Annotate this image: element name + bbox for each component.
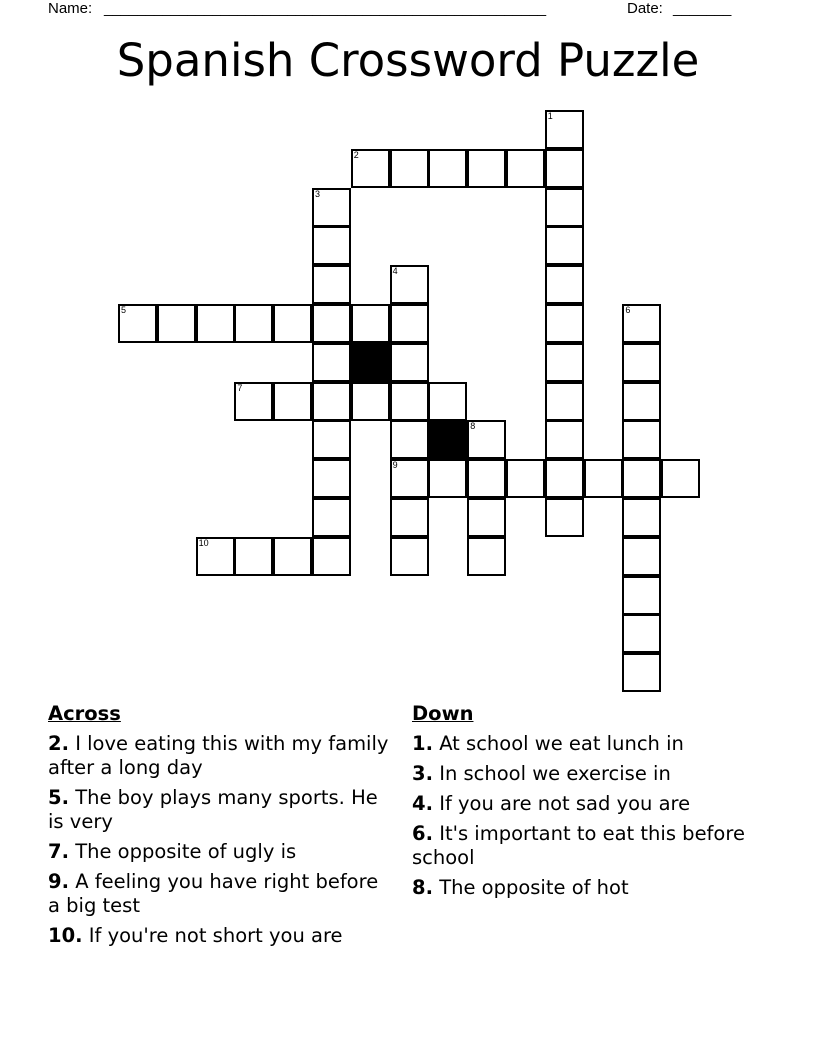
clue-number-label: 3 xyxy=(315,188,321,199)
clue-text: In school we exercise in xyxy=(439,762,671,785)
grid-cell[interactable] xyxy=(157,304,196,343)
grid-cell[interactable] xyxy=(622,420,661,459)
date-label: Date: xyxy=(627,0,663,17)
grid-cell[interactable] xyxy=(622,459,661,498)
block-cell xyxy=(428,420,467,459)
grid-cell[interactable] xyxy=(234,537,273,576)
down-clue xyxy=(412,822,752,870)
grid-cell[interactable] xyxy=(545,188,584,227)
clue-number-label: 7 xyxy=(237,382,243,393)
grid-cell[interactable] xyxy=(622,382,661,421)
down-column xyxy=(412,702,752,906)
grid-cell[interactable] xyxy=(312,226,351,265)
grid-cell[interactable] xyxy=(545,382,584,421)
grid-cell[interactable] xyxy=(390,537,429,576)
page-title: Spanish Crossword Puzzle xyxy=(116,34,700,87)
clue-number-label: 1 xyxy=(547,111,553,121)
down-clue xyxy=(412,876,752,900)
grid-cell[interactable] xyxy=(545,343,584,382)
clue-number: 5. xyxy=(48,786,69,809)
grid-cell[interactable] xyxy=(545,420,584,459)
clue-number-label: 5 xyxy=(121,305,127,315)
grid-cell[interactable] xyxy=(622,614,661,653)
across-clue xyxy=(48,840,393,864)
grid-cell[interactable] xyxy=(312,537,351,576)
grid-cell[interactable] xyxy=(390,498,429,537)
clue-number-label: 9 xyxy=(392,460,398,471)
grid-cell[interactable] xyxy=(312,420,351,459)
grid-cell[interactable] xyxy=(545,149,584,188)
grid-cell[interactable] xyxy=(428,382,467,421)
grid-cell[interactable] xyxy=(622,343,661,382)
grid-cell[interactable] xyxy=(312,382,351,421)
clue-number: 2. xyxy=(48,732,69,755)
clue-number-label: 10 xyxy=(198,537,209,548)
grid-cell[interactable] xyxy=(312,343,351,382)
clue-number: 10. xyxy=(48,924,83,947)
across-heading: Across xyxy=(48,702,121,725)
clue-text: At school we eat lunch in xyxy=(439,732,684,755)
grid-cell[interactable] xyxy=(661,459,700,498)
grid-cell[interactable] xyxy=(467,420,506,459)
grid-cell[interactable] xyxy=(545,304,584,343)
clue-text: I love eating this with my family after a long day xyxy=(48,732,389,779)
clue-number: 9. xyxy=(48,870,69,893)
grid-cell[interactable] xyxy=(118,304,157,343)
grid-cell[interactable] xyxy=(312,188,351,227)
grid-cell[interactable] xyxy=(584,459,623,498)
grid-cell[interactable] xyxy=(622,537,661,576)
grid-cell[interactable] xyxy=(312,304,351,343)
grid-cell[interactable] xyxy=(390,265,429,304)
grid-cell[interactable] xyxy=(390,343,429,382)
grid-cell[interactable] xyxy=(351,304,390,343)
date-blank[interactable]: _______ xyxy=(673,0,732,17)
grid-cell[interactable] xyxy=(390,459,429,498)
grid-cell[interactable] xyxy=(273,537,312,576)
grid-cell[interactable] xyxy=(390,304,429,343)
grid-cell[interactable] xyxy=(545,498,584,537)
name-blank[interactable]: _____________________________________________________ xyxy=(104,0,547,17)
grid-cell[interactable] xyxy=(622,653,661,692)
grid-cell[interactable] xyxy=(545,459,584,498)
grid-cell[interactable] xyxy=(390,382,429,421)
clue-text: If you are not sad you are xyxy=(439,792,691,815)
clue-text: The opposite of ugly is xyxy=(75,840,297,863)
grid-cell[interactable] xyxy=(467,498,506,537)
grid-cell[interactable] xyxy=(545,226,584,265)
grid-cell[interactable] xyxy=(196,537,235,576)
grid-cell[interactable] xyxy=(196,304,235,343)
grid-cell[interactable] xyxy=(312,265,351,304)
clue-number-label: 6 xyxy=(625,305,631,315)
grid-cell[interactable] xyxy=(622,304,661,343)
grid-cell[interactable] xyxy=(506,459,545,498)
grid-cell[interactable] xyxy=(467,149,506,188)
grid-cell[interactable] xyxy=(622,576,661,615)
clue-number-label: 2 xyxy=(353,149,359,160)
grid-cell[interactable] xyxy=(390,420,429,459)
clue-text: The opposite of hot xyxy=(439,876,629,899)
clue-number: 1. xyxy=(412,732,433,755)
clue-number: 8. xyxy=(412,876,433,899)
grid-cell[interactable] xyxy=(351,149,390,188)
block-cell xyxy=(351,343,390,382)
grid-cell[interactable] xyxy=(545,110,584,149)
grid-cell[interactable] xyxy=(234,304,273,343)
across-clue xyxy=(48,870,393,918)
down-clue xyxy=(412,762,752,786)
grid-cell[interactable] xyxy=(312,498,351,537)
grid-cell[interactable] xyxy=(273,382,312,421)
grid-cell[interactable] xyxy=(312,459,351,498)
clue-number: 4. xyxy=(412,792,433,815)
grid-cell[interactable] xyxy=(390,149,429,188)
grid-cell[interactable] xyxy=(467,537,506,576)
name-label: Name: xyxy=(48,0,93,17)
down-heading: Down xyxy=(412,702,474,725)
across-clue xyxy=(48,924,393,948)
grid-cell[interactable] xyxy=(622,498,661,537)
clue-number-label: 4 xyxy=(392,266,398,277)
clue-text: It's important to eat this before school xyxy=(412,822,745,869)
down-clue xyxy=(412,792,752,816)
across-clue xyxy=(48,732,393,780)
grid-cell[interactable] xyxy=(506,149,545,188)
grid-cell[interactable] xyxy=(428,459,467,498)
grid-cell[interactable] xyxy=(467,459,506,498)
across-column xyxy=(48,702,393,954)
clue-text: The boy plays many sports. He is very xyxy=(48,786,378,833)
clue-number: 7. xyxy=(48,840,69,863)
clue-number-label: 8 xyxy=(470,421,476,432)
grid-cell[interactable] xyxy=(545,265,584,304)
across-clue xyxy=(48,786,393,834)
clue-number: 6. xyxy=(412,822,433,845)
grid-cell[interactable] xyxy=(273,304,312,343)
grid-cell[interactable] xyxy=(234,382,273,421)
clue-number: 3. xyxy=(412,762,433,785)
grid-cell[interactable] xyxy=(351,382,390,421)
down-clue xyxy=(412,732,752,756)
grid-cell[interactable] xyxy=(428,149,467,188)
clue-text: A feeling you have right before a big test xyxy=(48,870,379,917)
clue-text: If you're not short you are xyxy=(88,924,343,947)
